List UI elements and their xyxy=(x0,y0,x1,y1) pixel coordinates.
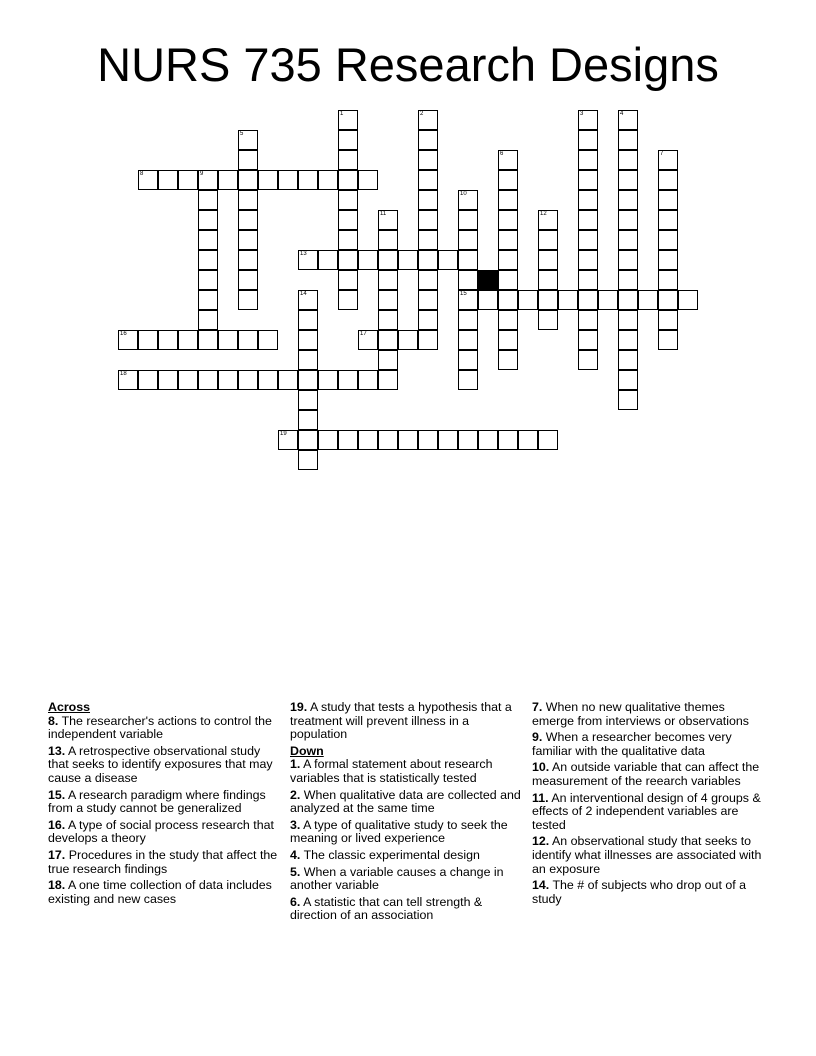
cell-number: 15 xyxy=(460,291,467,297)
grid-cell[interactable] xyxy=(538,270,558,290)
grid-cell[interactable] xyxy=(478,430,498,450)
grid-cell[interactable] xyxy=(418,230,438,250)
grid-cell[interactable] xyxy=(258,170,278,190)
grid-cell[interactable] xyxy=(658,250,678,270)
grid-cell[interactable] xyxy=(318,170,338,190)
grid-cell[interactable] xyxy=(298,450,318,470)
grid-cell[interactable] xyxy=(538,210,558,230)
grid-cell[interactable] xyxy=(618,230,638,250)
grid-cell[interactable] xyxy=(498,350,518,370)
grid-cell[interactable] xyxy=(578,230,598,250)
grid-cell[interactable] xyxy=(178,170,198,190)
grid-cell[interactable] xyxy=(378,430,398,450)
grid-cell[interactable] xyxy=(338,210,358,230)
grid-cell[interactable] xyxy=(418,190,438,210)
grid-cell[interactable] xyxy=(218,370,238,390)
grid-cell[interactable] xyxy=(338,370,358,390)
grid-cell[interactable] xyxy=(578,270,598,290)
grid-cell[interactable] xyxy=(278,370,298,390)
grid-cell[interactable] xyxy=(578,150,598,170)
grid-cell[interactable] xyxy=(378,210,398,230)
grid-cell[interactable] xyxy=(458,270,478,290)
grid-cell[interactable] xyxy=(238,130,258,150)
grid-cell[interactable] xyxy=(378,230,398,250)
grid-cell[interactable] xyxy=(198,250,218,270)
cell-number: 14 xyxy=(300,291,307,297)
cell-number: 9 xyxy=(200,171,204,177)
cell-number: 4 xyxy=(620,111,624,117)
clue-down-9: 9. When a researcher becomes very familiar with the qualitative data xyxy=(532,730,732,758)
grid-cell[interactable] xyxy=(418,330,438,350)
grid-cell[interactable] xyxy=(538,290,558,310)
grid-cell[interactable] xyxy=(458,210,478,230)
grid-cell[interactable] xyxy=(198,290,218,310)
grid-cell[interactable] xyxy=(298,430,318,450)
grid-cell[interactable] xyxy=(498,330,518,350)
clue-across-8: 8. The researcher's actions to control the independent variable xyxy=(48,713,272,742)
cell-number: 7 xyxy=(660,151,664,157)
grid-cell[interactable] xyxy=(238,150,258,170)
grid-cell[interactable] xyxy=(618,210,638,230)
grid-cell[interactable] xyxy=(358,330,378,350)
grid-cell[interactable] xyxy=(458,370,478,390)
clue-down-14: 14. The # of subjects who drop out of a study xyxy=(532,878,747,906)
grid-cell[interactable] xyxy=(578,290,598,310)
clue-across-19: 19. A study that tests a hypothesis that a treatment will prevent illness in a population xyxy=(290,700,512,742)
grid-cell[interactable] xyxy=(578,170,598,190)
grid-cell[interactable] xyxy=(618,130,638,150)
grid-cell[interactable] xyxy=(318,250,338,270)
grid-cell[interactable] xyxy=(498,150,518,170)
grid-cell[interactable] xyxy=(658,190,678,210)
clue-down-6: 6. A statistic that can tell strength & direction of an association xyxy=(290,894,483,923)
grid-cell[interactable] xyxy=(358,170,378,190)
grid-cell[interactable] xyxy=(298,250,318,270)
cell-number: 11 xyxy=(380,211,387,217)
grid-cell[interactable] xyxy=(498,210,518,230)
clue-across-18: 18. A one time collection of data includes existing and new cases xyxy=(48,878,272,906)
grid-cell[interactable] xyxy=(338,190,358,210)
grid-cell[interactable] xyxy=(678,290,698,310)
grid-cell[interactable] xyxy=(458,350,478,370)
grid-cell[interactable] xyxy=(558,290,578,310)
grid-cell[interactable] xyxy=(478,290,498,310)
grid-cell[interactable] xyxy=(438,250,458,270)
cell-number: 1 xyxy=(340,111,344,117)
cell-number: 13 xyxy=(300,251,307,257)
grid-cell[interactable] xyxy=(198,190,218,210)
grid-cell[interactable] xyxy=(618,250,638,270)
grid-cell[interactable] xyxy=(578,210,598,230)
grid-cell[interactable] xyxy=(378,290,398,310)
clues-column-1 xyxy=(48,701,284,909)
clue-down-5: 5. When a variable causes a change in another variable xyxy=(290,864,504,893)
grid-cell[interactable] xyxy=(298,370,318,390)
grid-cell[interactable] xyxy=(518,290,538,310)
grid-cell[interactable] xyxy=(418,430,438,450)
grid-cell[interactable] xyxy=(298,410,318,430)
grid-cell[interactable] xyxy=(598,290,618,310)
clue-down-10: 10. An outside variable that can affect the measurement of the reearch variables xyxy=(532,760,760,788)
grid-cell[interactable] xyxy=(458,290,478,310)
grid-cell[interactable] xyxy=(298,390,318,410)
down-heading: Down xyxy=(290,743,324,758)
grid-cell[interactable] xyxy=(418,270,438,290)
grid-cell[interactable] xyxy=(418,290,438,310)
cell-number: 5 xyxy=(240,131,244,137)
grid-cell[interactable] xyxy=(438,430,458,450)
grid-cell[interactable] xyxy=(618,390,638,410)
cell-number: 6 xyxy=(500,151,504,157)
clue-across-16: 16. A type of social process research that develops a theory xyxy=(48,817,274,846)
clue-down-2: 2. When qualitative data are collected and analyzed at the same time xyxy=(290,787,521,816)
grid-cell[interactable] xyxy=(658,170,678,190)
grid-cell[interactable] xyxy=(218,170,238,190)
grid-cell[interactable] xyxy=(658,330,678,350)
grid-cell[interactable] xyxy=(198,270,218,290)
clue-down-1: 1. A formal statement about research variables that is statistically tested xyxy=(290,757,493,785)
cell-number: 18 xyxy=(120,371,127,377)
cell-number: 3 xyxy=(580,111,584,117)
grid-cell[interactable] xyxy=(518,430,538,450)
grid-cell[interactable] xyxy=(618,270,638,290)
grid-cell[interactable] xyxy=(578,310,598,330)
grid-cell[interactable] xyxy=(578,250,598,270)
grid-cell[interactable] xyxy=(498,290,518,310)
grid-cell[interactable] xyxy=(298,350,318,370)
grid-cell[interactable] xyxy=(418,210,438,230)
grid-cell[interactable] xyxy=(158,330,178,350)
grid-cell[interactable] xyxy=(338,430,358,450)
grid-cell[interactable] xyxy=(578,110,598,130)
grid-cell[interactable] xyxy=(618,350,638,370)
grid-cell[interactable] xyxy=(258,370,278,390)
grid-cell[interactable] xyxy=(298,310,318,330)
grid-cell[interactable] xyxy=(378,250,398,270)
grid-cell[interactable] xyxy=(578,190,598,210)
grid-cell[interactable] xyxy=(618,170,638,190)
grid-cell[interactable] xyxy=(418,110,438,130)
cell-number: 2 xyxy=(420,111,424,117)
grid-cell[interactable] xyxy=(618,290,638,310)
grid-cell[interactable] xyxy=(238,290,258,310)
grid-cell[interactable] xyxy=(338,230,358,250)
grid-cell[interactable] xyxy=(198,210,218,230)
cell-number: 16 xyxy=(120,331,127,337)
grid-cell[interactable] xyxy=(398,330,418,350)
grid-cell[interactable] xyxy=(198,310,218,330)
grid-cell[interactable] xyxy=(338,290,358,310)
grid-cell[interactable] xyxy=(498,170,518,190)
grid-cell[interactable] xyxy=(118,370,138,390)
grid-cell[interactable] xyxy=(198,330,218,350)
cell-number: 8 xyxy=(140,171,144,177)
grid-cell[interactable] xyxy=(238,230,258,250)
grid-cell[interactable] xyxy=(158,170,178,190)
grid-cell[interactable] xyxy=(378,310,398,330)
grid-cell[interactable] xyxy=(578,350,598,370)
grid-cell[interactable] xyxy=(198,370,218,390)
page-title: NURS 735 Research Designs xyxy=(97,38,719,91)
grid-cell[interactable] xyxy=(198,170,218,190)
grid-cell[interactable] xyxy=(658,230,678,250)
grid-cell[interactable] xyxy=(138,170,158,190)
grid-cell[interactable] xyxy=(238,210,258,230)
grid-cell[interactable] xyxy=(378,270,398,290)
crossword-grid xyxy=(0,0,816,520)
grid-cell[interactable] xyxy=(118,330,138,350)
clue-down-4: 4. The classic experimental design xyxy=(290,847,480,862)
grid-cell[interactable] xyxy=(338,250,358,270)
clue-across-17: 17. Procedures in the study that affect the true research findings xyxy=(48,847,278,876)
grid-cell[interactable] xyxy=(298,330,318,350)
grid-cell[interactable] xyxy=(658,210,678,230)
grid-cell[interactable] xyxy=(498,270,518,290)
grid-cell[interactable] xyxy=(658,270,678,290)
grid-cell[interactable] xyxy=(658,310,678,330)
grid-cell[interactable] xyxy=(378,330,398,350)
grid-cell[interactable] xyxy=(278,430,298,450)
grid-cell[interactable] xyxy=(618,310,638,330)
cell-number: 10 xyxy=(460,191,467,197)
across-heading: Across xyxy=(48,700,91,714)
clue-down-7: 7. When no new qualitative themes emerge from interviews or observations xyxy=(532,700,749,728)
grid-cell[interactable] xyxy=(578,130,598,150)
grid-cell[interactable] xyxy=(338,110,358,130)
grid-cell[interactable] xyxy=(418,130,438,150)
grid-cell[interactable] xyxy=(298,290,318,310)
black-cell xyxy=(478,270,498,290)
grid-cell[interactable] xyxy=(398,250,418,270)
grid-cell[interactable] xyxy=(618,150,638,170)
grid-cell[interactable] xyxy=(418,150,438,170)
grid-cell[interactable] xyxy=(618,330,638,350)
clue-down-3: 3. A type of qualitative study to seek the meaning or lived experience xyxy=(290,817,508,846)
grid-cell[interactable] xyxy=(198,230,218,250)
grid-cell[interactable] xyxy=(498,250,518,270)
grid-cell[interactable] xyxy=(458,190,478,210)
grid-cell[interactable] xyxy=(498,430,518,450)
clue-down-12: 12. An observational study that seeks to identify what illnesses are associated with an exposure xyxy=(532,834,762,876)
grid-cell[interactable] xyxy=(158,370,178,390)
grid-cell[interactable] xyxy=(538,430,558,450)
grid-cell[interactable] xyxy=(618,110,638,130)
grid-cell[interactable] xyxy=(378,350,398,370)
grid-cell[interactable] xyxy=(318,430,338,450)
grid-cell[interactable] xyxy=(458,230,478,250)
grid-cell[interactable] xyxy=(178,370,198,390)
grid-cell[interactable] xyxy=(418,170,438,190)
grid-cell[interactable] xyxy=(278,170,298,190)
cell-number: 19 xyxy=(280,431,287,437)
grid-cell[interactable] xyxy=(258,330,278,350)
grid-cell[interactable] xyxy=(638,290,658,310)
grid-cell[interactable] xyxy=(458,430,478,450)
grid-cell[interactable] xyxy=(618,370,638,390)
grid-cell[interactable] xyxy=(418,310,438,330)
grid-cell[interactable] xyxy=(458,330,478,350)
grid-cell[interactable] xyxy=(398,430,418,450)
grid-cell[interactable] xyxy=(658,150,678,170)
grid-cell[interactable] xyxy=(338,270,358,290)
clue-across-13: 13. A retrospective observational study that seeks to identify exposures that may cause a disease xyxy=(48,743,273,785)
clues-column-2 xyxy=(290,701,526,926)
grid-cell[interactable] xyxy=(358,370,378,390)
grid-cell[interactable] xyxy=(418,250,438,270)
cell-number: 17 xyxy=(360,331,367,337)
grid-cell[interactable] xyxy=(238,330,258,350)
grid-cell[interactable] xyxy=(458,250,478,270)
grid-cell[interactable] xyxy=(238,370,258,390)
grid-cell[interactable] xyxy=(238,190,258,210)
clues-column-3 xyxy=(532,701,768,909)
grid-cell[interactable] xyxy=(458,310,478,330)
grid-cell[interactable] xyxy=(238,270,258,290)
grid-cell[interactable] xyxy=(358,250,378,270)
grid-cell[interactable] xyxy=(338,170,358,190)
grid-cell[interactable] xyxy=(378,370,398,390)
grid-cell[interactable] xyxy=(338,150,358,170)
grid-cell[interactable] xyxy=(178,330,198,350)
clue-down-11: 11. An interventional design of 4 groups & effects of 2 independent variables are tested xyxy=(532,790,761,832)
grid-cell[interactable] xyxy=(618,190,638,210)
grid-cell[interactable] xyxy=(658,290,678,310)
grid-cell[interactable] xyxy=(498,230,518,250)
grid-cell[interactable] xyxy=(238,250,258,270)
cell-number: 12 xyxy=(540,211,547,217)
grid-cell[interactable] xyxy=(238,170,258,190)
grid-cell[interactable] xyxy=(358,430,378,450)
grid-cell[interactable] xyxy=(298,170,318,190)
grid-cell[interactable] xyxy=(318,370,338,390)
grid-cell[interactable] xyxy=(138,370,158,390)
grid-cell[interactable] xyxy=(578,330,598,350)
grid-cell[interactable] xyxy=(538,250,558,270)
grid-cell[interactable] xyxy=(218,330,238,350)
grid-cell[interactable] xyxy=(338,130,358,150)
grid-cell[interactable] xyxy=(538,310,558,330)
grid-cell[interactable] xyxy=(498,310,518,330)
grid-cell[interactable] xyxy=(538,230,558,250)
grid-cell[interactable] xyxy=(498,190,518,210)
grid-cell[interactable] xyxy=(138,330,158,350)
clue-across-15: 15. A research paradigm where findings from a study cannot be generalized xyxy=(48,787,266,816)
